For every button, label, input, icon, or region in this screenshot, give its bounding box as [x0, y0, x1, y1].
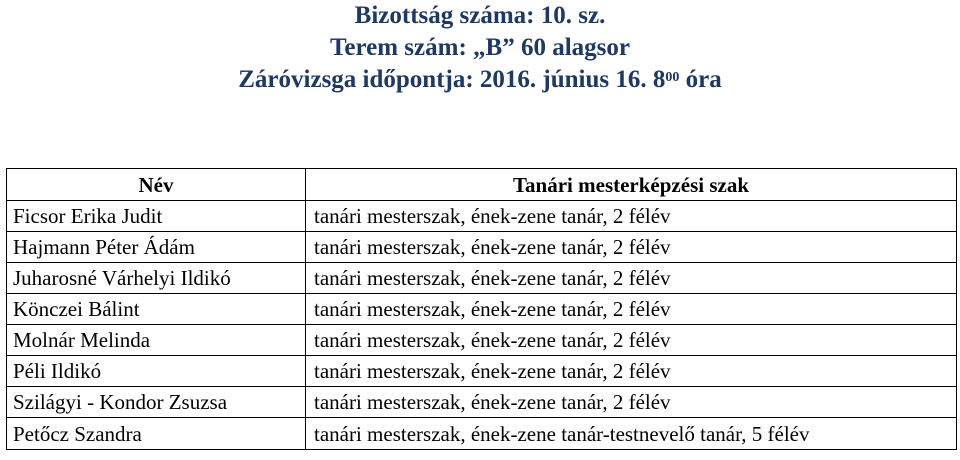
exam-time-minutes: 00 — [665, 70, 680, 85]
student-program: tanári mesterszak, ének-zene tanár, 2 félév — [306, 325, 957, 356]
room-number: Terem szám: „B” 60 alagsor — [330, 34, 630, 61]
table-row — [7, 418, 957, 450]
table-row — [7, 201, 957, 232]
table-row — [7, 356, 957, 387]
column-header-name: Név — [7, 169, 306, 201]
student-program: tanári mesterszak, ének-zene tanár, 2 félév — [306, 387, 957, 418]
committee-number: Bizottság száma: 10. sz. — [354, 2, 606, 29]
table-header-row — [7, 169, 957, 201]
student-name: Hajmann Péter Ádám — [7, 232, 306, 263]
student-name: Ficsor Erika Judit — [7, 201, 306, 232]
student-name: Könczei Bálint — [7, 294, 306, 325]
student-program: tanári mesterszak, ének-zene tanár, 2 félév — [306, 263, 957, 294]
student-name: Petőcz Szandra — [7, 418, 306, 450]
table-row — [7, 263, 957, 294]
exam-time — [0, 64, 960, 96]
student-program: tanári mesterszak, ének-zene tanár, 2 félév — [306, 232, 957, 263]
student-name: Péli Ildikó — [7, 356, 306, 387]
column-header-program: Tanári mesterképzési szak — [306, 169, 957, 201]
table-row — [7, 325, 957, 356]
table-row — [7, 232, 957, 263]
table-row — [7, 387, 957, 418]
student-name: Szilágyi - Kondor Zsuzsa — [7, 387, 306, 418]
student-name: Molnár Melinda — [7, 325, 306, 356]
student-program: tanári mesterszak, ének-zene tanár-testnevelő tanár, 5 félév — [306, 418, 957, 450]
student-program: tanári mesterszak, ének-zene tanár, 2 félév — [306, 201, 957, 232]
student-table — [6, 168, 957, 450]
exam-time-prefix: Záróvizsga időpontja: 2016. június 16. 8 — [238, 66, 666, 93]
student-program: tanári mesterszak, ének-zene tanár, 2 félév — [306, 294, 957, 325]
exam-time-suffix: óra — [679, 66, 722, 93]
student-name: Juharosné Várhelyi Ildikó — [7, 263, 306, 294]
student-program: tanári mesterszak, ének-zene tanár, 2 félév — [306, 356, 957, 387]
document-header — [0, 0, 960, 96]
table-row — [7, 294, 957, 325]
